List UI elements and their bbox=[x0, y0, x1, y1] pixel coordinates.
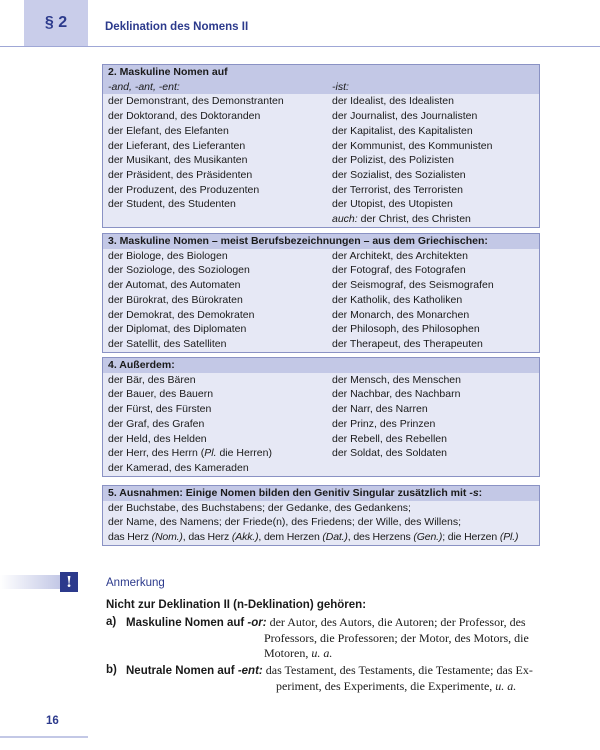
list-item: der Diplomat, des Diplomaten bbox=[108, 323, 247, 336]
table-ausserdem bbox=[102, 357, 540, 477]
list-item: der Prinz, des Prinzen bbox=[332, 417, 436, 430]
list-item: der Katholik, des Katholiken bbox=[332, 293, 463, 306]
list-item: der Fotograf, des Fotografen bbox=[332, 264, 466, 277]
list-item: der Soldat, des Soldaten bbox=[332, 447, 447, 460]
herz-2: , das Herz bbox=[182, 531, 232, 544]
block2-title: 2. Maskuline Nomen auf bbox=[103, 65, 539, 80]
list-item: der Name, des Namens; der Friede(n), des Friedens; der Wille, des Willens; bbox=[108, 516, 462, 529]
block5-title-text: 5. Ausnahmen: Einige Nomen bilden den Genitiv Singular zusätzlich mit bbox=[108, 487, 470, 499]
list-item: der Buchstabe, des Buchstabens; der Gedanke, des Gedankens; bbox=[108, 501, 411, 514]
item-b-line2 bbox=[126, 679, 546, 694]
list-item: der Fürst, des Fürsten bbox=[108, 403, 212, 416]
list-item: der Bär, des Bären bbox=[108, 373, 196, 386]
item-a-suffix: -or: bbox=[247, 617, 267, 629]
item-b-ua: u. a. bbox=[495, 679, 517, 693]
block4-title: 4. Außerdem: bbox=[103, 358, 539, 373]
note-bar bbox=[0, 575, 60, 589]
block2-right-column bbox=[332, 94, 532, 226]
herz-4: , des Herzens bbox=[347, 531, 414, 544]
list-item: der Held, des Helden bbox=[108, 432, 207, 445]
block3-right-column bbox=[332, 249, 532, 352]
list-item: der Soziologe, des Soziologen bbox=[108, 264, 250, 277]
note-title: Anmerkung bbox=[106, 577, 165, 589]
item-b-line2-text: periment, des Experiments, die Experimente, bbox=[276, 679, 496, 693]
list-item: der Biologe, des Biologen bbox=[108, 249, 228, 262]
list-item: der Sozialist, des Sozialisten bbox=[332, 168, 466, 181]
list-item: der Produzent, des Produzenten bbox=[108, 183, 260, 196]
page-number: 16 bbox=[46, 715, 59, 727]
header-rule bbox=[0, 46, 600, 47]
extra-text: der Christ, des Christen bbox=[357, 213, 471, 226]
list-item: der Utopist, des Utopisten bbox=[332, 198, 453, 211]
list-item: der Student, des Studenten bbox=[108, 198, 236, 211]
herr-a: der Herr, des Herrn ( bbox=[108, 447, 205, 460]
herz-gen: (Gen.) bbox=[413, 531, 443, 544]
list-item-extra bbox=[332, 212, 532, 227]
list-item: der Terrorist, des Terroristen bbox=[332, 183, 463, 196]
exclamation-icon: ! bbox=[60, 572, 78, 592]
list-item: der Bürokrat, des Bürokraten bbox=[108, 293, 243, 306]
item-a-ua: u. a. bbox=[311, 646, 333, 660]
note-item-a bbox=[106, 615, 546, 661]
table-maskuline-and-ant-ent-ist bbox=[102, 64, 540, 228]
block2-sub-right: -ist: bbox=[332, 80, 349, 93]
block2-sub-left: -and, -ant, -ent: bbox=[108, 80, 180, 93]
block5-title bbox=[103, 486, 539, 501]
list-item: der Präsident, des Präsidenten bbox=[108, 168, 253, 181]
page-title: Deklination des Nomens II bbox=[105, 21, 249, 33]
list-item: der Monarch, des Monarchen bbox=[332, 308, 470, 321]
list-item: der Doktorand, des Doktoranden bbox=[108, 110, 261, 123]
list-item: der Demokrat, des Demokraten bbox=[108, 308, 255, 321]
list-item: der Demonstrant, des Demonstranten bbox=[108, 95, 284, 108]
list-item: der Kommunist, des Kommunisten bbox=[332, 139, 493, 152]
auch-label: auch: bbox=[332, 213, 358, 226]
list-item: der Musikant, des Musikanten bbox=[108, 154, 248, 167]
block3-title: 3. Maskuline Nomen – meist Berufsbezeichnungen – aus dem Griechischen: bbox=[103, 234, 539, 249]
list-item: der Kapitalist, des Kapitalisten bbox=[332, 124, 473, 137]
block2-left-column bbox=[108, 94, 332, 226]
footer-rule bbox=[0, 736, 88, 738]
list-item: der Architekt, des Architekten bbox=[332, 249, 468, 262]
list-item: der Idealist, des Idealisten bbox=[332, 95, 454, 108]
block4-left-column bbox=[108, 373, 332, 476]
note-body bbox=[106, 598, 546, 694]
note-item-b bbox=[106, 663, 546, 694]
herr-b: die Herren) bbox=[216, 447, 272, 460]
list-item: der Elefant, des Elefanten bbox=[108, 124, 229, 137]
list-item: der Philosoph, des Philosophen bbox=[332, 323, 480, 336]
herz-1: das Herz bbox=[108, 531, 152, 544]
list-item: der Satellit, des Satelliten bbox=[108, 337, 227, 350]
list-item: der Graf, des Grafen bbox=[108, 417, 205, 430]
table-maskuline-griechisch bbox=[102, 233, 540, 353]
item-a-label: Maskuline Nomen auf bbox=[126, 617, 248, 629]
item-a-line2: Professors, die Professoren; der Motor, des Motors, die bbox=[264, 631, 529, 645]
block4-right-column bbox=[332, 373, 532, 476]
herz-dat: (Dat.) bbox=[322, 531, 348, 544]
list-item: der Journalist, des Journalisten bbox=[332, 110, 478, 123]
herz-3: , dem Herzen bbox=[258, 531, 323, 544]
item-a-line3-text: Motoren, bbox=[264, 646, 312, 660]
herr-pl: Pl. bbox=[204, 447, 217, 460]
item-mark: b) bbox=[106, 664, 117, 676]
herz-akk: (Akk.) bbox=[231, 531, 259, 544]
list-item: der Kamerad, des Kameraden bbox=[108, 461, 249, 474]
list-item-herz bbox=[103, 530, 539, 545]
list-item: der Mensch, des Menschen bbox=[332, 373, 461, 386]
herz-nom: (Nom.) bbox=[151, 531, 183, 544]
herz-5: ; die Herzen bbox=[442, 531, 500, 544]
list-item: der Polizist, des Polizisten bbox=[332, 154, 454, 167]
list-item: der Lieferant, des Lieferanten bbox=[108, 139, 246, 152]
list-item: der Seismograf, des Seismografen bbox=[332, 279, 494, 292]
item-b-label: Neutrale Nomen auf bbox=[126, 665, 238, 677]
list-item: der Bauer, des Bauern bbox=[108, 388, 214, 401]
list-item: der Narr, des Narren bbox=[332, 403, 428, 416]
list-item: der Nachbar, des Nachbarn bbox=[332, 388, 461, 401]
herz-pl: (Pl.) bbox=[499, 531, 519, 544]
item-a-line1: der Autor, des Autors, die Autoren; der Professor, des bbox=[266, 615, 526, 629]
block5-title-suffix: -s bbox=[469, 487, 479, 499]
item-a-line3 bbox=[126, 646, 546, 661]
item-b-line1: das Testament, des Testaments, die Testamente; das Ex- bbox=[262, 663, 533, 677]
block3-left-column bbox=[108, 249, 332, 352]
table-ausnahmen bbox=[102, 485, 540, 546]
list-item: der Rebell, des Rebellen bbox=[332, 432, 447, 445]
list-item-herr bbox=[108, 446, 332, 461]
list-item: der Therapeut, des Therapeuten bbox=[332, 337, 483, 350]
list-item: der Automat, des Automaten bbox=[108, 279, 241, 292]
block5-title-end: : bbox=[478, 487, 483, 499]
item-b-suffix: -ent: bbox=[237, 665, 263, 677]
note-lead: Nicht zur Deklination II (n-Deklination) gehören: bbox=[106, 599, 367, 611]
item-mark: a) bbox=[106, 616, 117, 628]
note-marker bbox=[0, 572, 88, 592]
section-tab: § 2 bbox=[24, 0, 88, 46]
block2-subheader bbox=[103, 80, 539, 95]
